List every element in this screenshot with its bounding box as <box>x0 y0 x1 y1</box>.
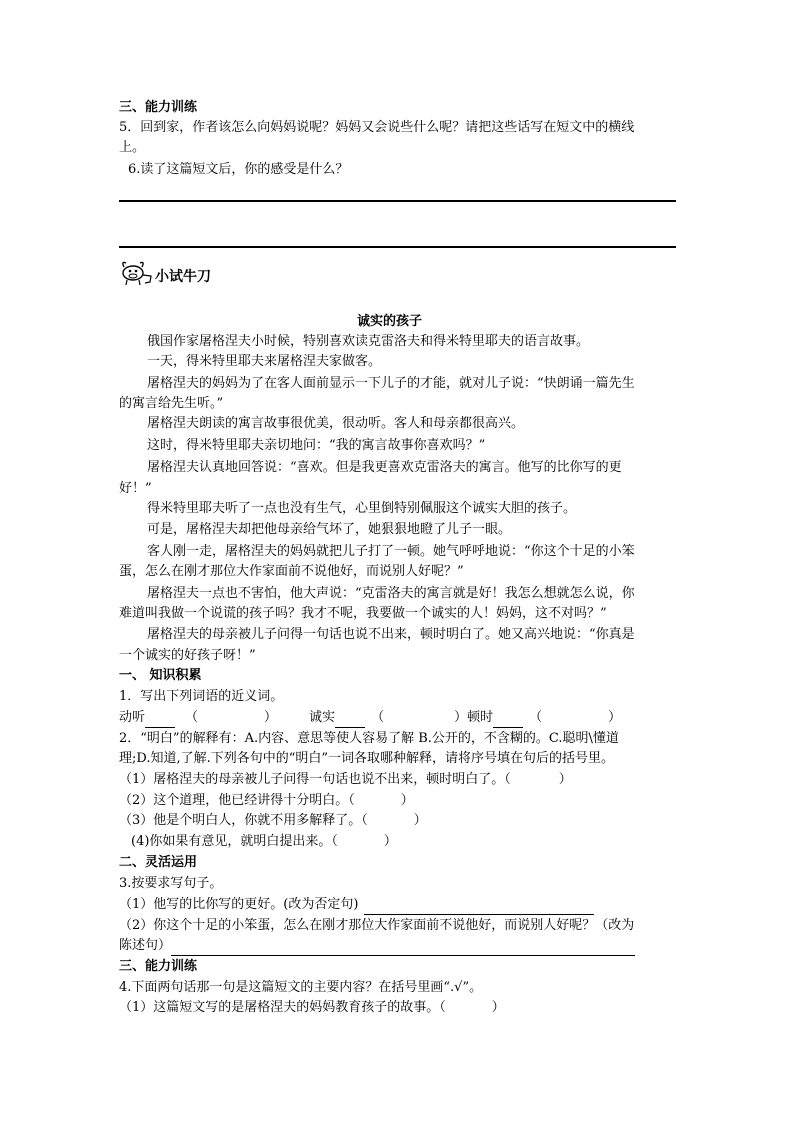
story-line: 得米特里耶夫听了一点也没有生气，心里倒特别佩服这个诚实大胆的孩子。 <box>147 501 577 516</box>
task-b-line2: 陈述句） <box>119 936 635 956</box>
task-b-line1: （2）你这个十足的小笨蛋，怎么在刚才那位大作家面前不说他好，而说别人好呢？（改为 <box>119 918 635 933</box>
story-line: 的寓言给先生听。” <box>119 396 224 411</box>
story-line: 蛋，怎么在刚才那位大作家面前不说他好，而说别人好呢？” <box>119 564 464 579</box>
question-5-line2: 上。 <box>119 140 146 155</box>
sentence-4: (4)你如果有意见，就明白提出来。（ ） <box>131 834 397 849</box>
question-6: 6.读了这篇短文后，你的感受是什么？ <box>128 162 349 177</box>
answer-line-a[interactable] <box>364 914 594 915</box>
question-5-line1: 5．回到家，作者该怎么向妈妈说呢？妈妈又会说些什么呢？请把这些话写在短文中的横线 <box>119 120 635 135</box>
story-title: 诚实的孩子 <box>357 314 423 329</box>
story-line: 这时，得米特里耶夫亲切地问：“我的寓言故事你喜欢吗？” <box>147 438 486 453</box>
section-divider <box>119 246 676 248</box>
section-heading-knowledge: 一、 知识积累 <box>119 668 202 683</box>
story-line: 一个诚实的好孩子呀！” <box>119 648 256 663</box>
synonym-row: 动听 （ ） 诚实 （ ）顿时 （ ） <box>119 708 621 728</box>
answer-line <box>119 200 676 202</box>
story-line: 难道叫我做一个说谎的孩子吗？我才不呢，我要做一个诚实的人！妈妈，这不对吗？” <box>119 606 607 621</box>
question-3: 3.按要求写句子。 <box>119 876 223 891</box>
section-heading-ability: 三、能力训练 <box>119 100 198 115</box>
blank-1[interactable] <box>145 727 175 728</box>
story-line: 屠格涅夫认真地回答说：“喜欢。但是我更喜欢克雷洛夫的寓言。他写的比你写的更 <box>147 460 622 475</box>
story-line: 客人刚一走，屠格涅夫的妈妈就把儿子打了一顿。她气呼呼地说：“你这个十足的小笨 <box>147 544 635 559</box>
word-1: 动听 <box>119 710 146 725</box>
story-line: 屠格涅夫的母亲被儿子问得一句话也说不出来，顿时明白了。她又高兴地说：“你真是 <box>147 627 635 642</box>
story-line: 俄国作家屠格涅夫小时候，特别喜欢读克雷洛夫和得米特里耶夫的语言故事。 <box>147 334 590 349</box>
sentence-2: （2）这个道理，他已经讲得十分明白。（ ） <box>119 793 414 808</box>
question-2-line1: 2．“明白”的解释有：A.内容、意思等使人容易了解 B.公开的，不含糊的。C.聪明\懂道 <box>119 731 619 746</box>
task-a: （1）他写的比你写的更好。(改为否定句) <box>119 895 594 915</box>
blank-2[interactable] <box>335 727 365 728</box>
story-line: 可是，屠格涅夫却把他母亲给气坏了，她狠狠地瞪了儿子一眼。 <box>147 522 512 537</box>
banner-label: 小试牛刀 <box>155 269 211 285</box>
question-1: 1．写出下列词语的近义词。 <box>119 689 284 704</box>
question-4: 4.下面两句话那一句是这篇短文的主要内容？在括号里画“.√”。 <box>119 980 483 995</box>
cow-icon <box>119 256 155 286</box>
story-line: 屠格涅夫的妈妈为了在客人面前显示一下儿子的才能，就对儿子说：“快朗诵一篇先生 <box>147 376 635 391</box>
question-2-line2: 理;D.知道,了解.下列各句中的“明白”一词各取哪种解释，请将序号填在句后的括号里。 <box>119 751 615 766</box>
section-heading-ability-2: 三、能力训练 <box>119 959 198 974</box>
word-2: 诚实 <box>309 710 336 725</box>
choice-1: （1）这篇短文写的是屠格涅夫的妈妈教育孩子的故事。（ ） <box>119 1000 505 1015</box>
answer-line-b[interactable] <box>171 955 635 956</box>
word-3: 顿时 <box>467 710 494 725</box>
blank-3[interactable] <box>493 727 523 728</box>
story-line: 好！” <box>119 481 152 496</box>
section-heading-application: 二、灵活运用 <box>119 855 198 870</box>
story-line: 屠格涅夫一点也不害怕，他大声说：“克雷洛夫的寓言就是好！我怎么想就怎么说，你 <box>147 586 635 601</box>
story-line: 一天，得米特里耶夫来屠格涅夫家做客。 <box>147 354 382 369</box>
sentence-3: （3）他是个明白人，你就不用多解释了。（ ） <box>119 813 427 828</box>
story-line: 屠格涅夫朗读的寓言故事很优美，很动听。客人和母亲都很高兴。 <box>147 416 525 431</box>
sentence-1: （1）屠格涅夫的母亲被儿子问得一句话也说不出来，顿时明白了。（ ） <box>119 772 572 787</box>
